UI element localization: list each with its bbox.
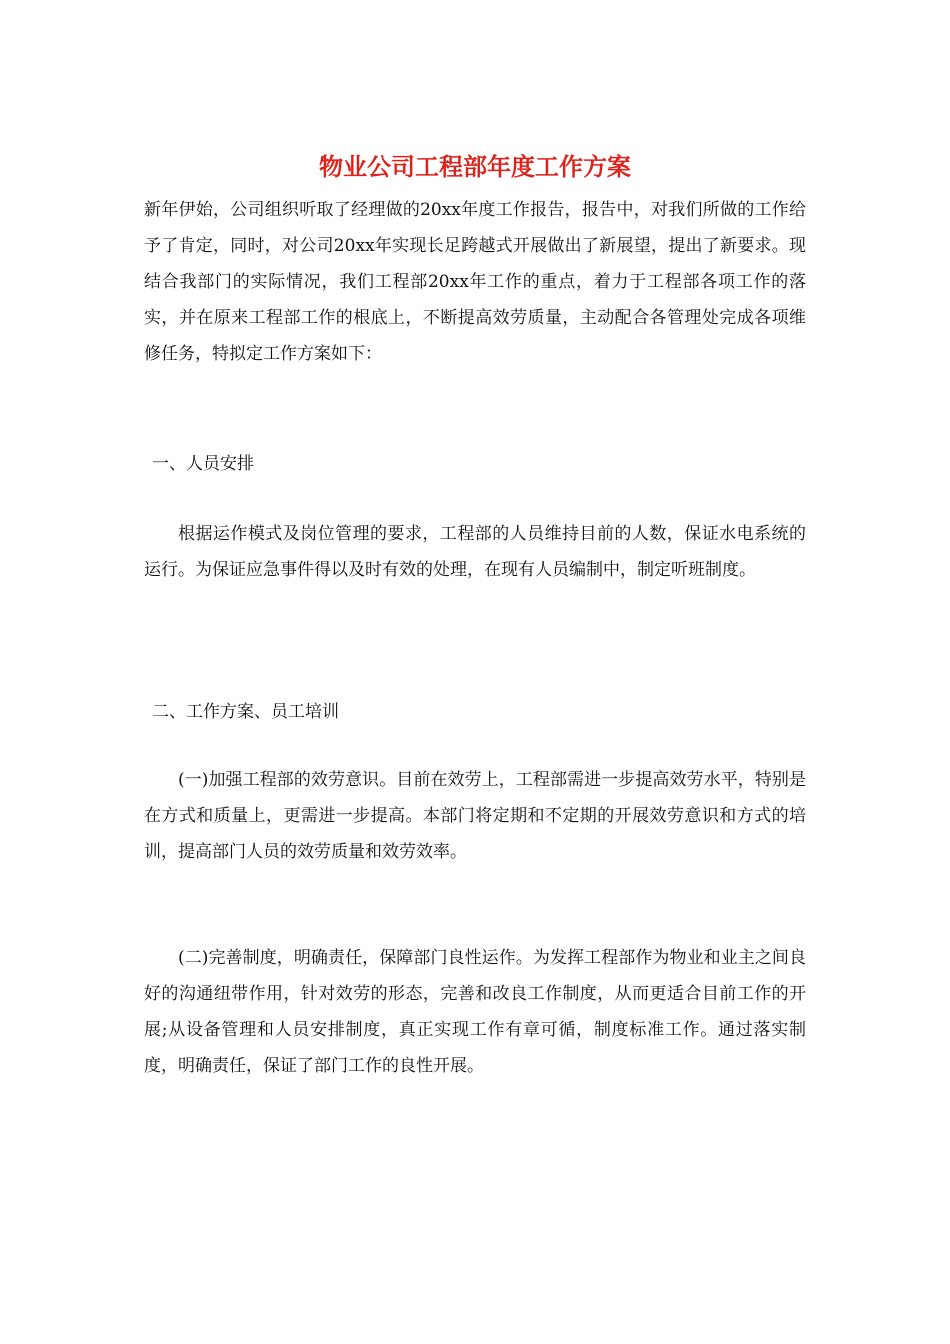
section-paragraph-personnel: 根据运作模式及岗位管理的要求，工程部的人员维持目前的人数，保证水电系统的运行。为保证应急事件得以及时有效的处理，在现有人员编制中，制定听班制度。 bbox=[144, 524, 806, 580]
section-heading-personnel: 一、人员安排 bbox=[152, 454, 254, 474]
section-heading-work-plan: 二、工作方案、员工培训 bbox=[152, 702, 339, 722]
section-paragraph-service-awareness: (一)加强工程部的效劳意识。目前在效劳上，工程部需进一步提高效劳水平，特别是在方式和质量上，更需进一步提高。本部门将定期和不定期的开展效劳意识和方式的培训，提高部门人员的效劳质量和效劳效率。 bbox=[144, 770, 806, 862]
section-paragraph-system-improvement: (二)完善制度，明确责任，保障部门良性运作。为发挥工程部作为物业和业主之间良好的沟通纽带作用，针对效劳的形态，完善和改良工作制度，从而更适合目前工作的开展;从设备管理和人员安排制度，真正实现工作有章可循，制度标准工作。通过落实制度，明确责任，保证了部门工作的良性开展。 bbox=[144, 948, 806, 1076]
document-title: 物业公司工程部年度工作方案 bbox=[319, 152, 631, 181]
intro-paragraph: 新年伊始，公司组织听取了经理做的20xx年度工作报告，报告中，对我们所做的工作给予了肯定，同时，对公司20xx年实现长足跨越式开展做出了新展望，提出了新要求。现结合我部门的实际情况，我们工程部20xx年工作的重点，着力于工程部各项工作的落实，并在原来工程部工作的根底上，不断提高效劳质量，主动配合各管理处完成各项维修任务，特拟定工作方案如下： bbox=[144, 200, 806, 364]
